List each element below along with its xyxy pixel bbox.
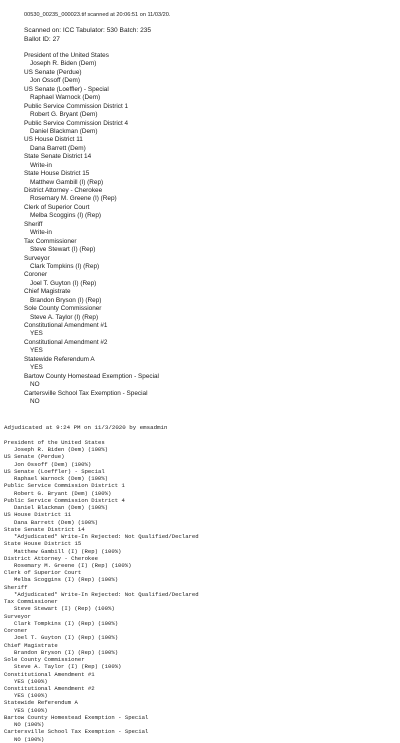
adjudicated-contest: Statewide Referendum A [4,699,78,707]
contest-choice: Robert G. Bryant (Dem) [30,111,98,119]
contest-choice: Write-in [30,161,52,169]
contest-choice: Melba Scoggins (I) (Rep) [30,212,102,220]
contest-choice: Rosemary M. Greene (I) (Rep) [30,195,117,203]
adjudicated-choice: Matthew Gambill (I) (Rep) (100%) [14,547,122,555]
adjudicated-choice: NO (100%) [14,735,45,743]
contest-name: US Senate (Loeffler) - Special [24,85,109,93]
adjudicated-contest: District Attorney - Cherokee [4,554,98,562]
contest-name: Cartersville School Tax Exemption - Special [24,389,148,397]
contest-name: Bartow County Homestead Exemption - Special [24,372,159,380]
adjudicated-contest: Surveyor [4,612,31,620]
contest-choice: YES [30,347,43,355]
contest-choice: Brandon Bryson (I) (Rep) [30,296,102,304]
contest-choice: Steve Stewart (I) (Rep) [30,246,96,254]
adjudicated-choice: Joseph R. Biden (Dem) (100%) [14,446,108,454]
contest-name: Coroner [24,271,48,279]
adjudicated-choice: NO (100%) [14,721,45,729]
adjudicated-contest: Constitutional Amendment #1 [4,670,95,678]
contest-name: US House District 11 [24,136,83,144]
scanned-on-line: Scanned on: ICC Tabulator: 530 Batch: 235 [24,27,152,34]
contest-name: Tax Commissioner [24,237,77,245]
contest-choice: Jon Ossoff (Dem) [30,77,80,85]
contest-choice: Joseph R. Biden (Dem) [30,60,97,68]
contest-name: Sheriff [24,220,43,228]
contest-choice: Write-in [30,229,52,237]
adjudicated-choice: Robert G. Bryant (Dem) (100%) [14,489,112,497]
adjudicated-contest: State Senate District 14 [4,525,85,533]
adjudicated-contest: State House District 15 [4,540,82,548]
contest-name: Statewide Referendum A [24,355,95,363]
adjudicated-contest: Sole County Commissioner [4,656,85,664]
contest-name: State House District 15 [24,170,90,178]
contest-name: Chief Magistrate [24,288,71,296]
adjudicated-contest: Clerk of Superior Court [4,569,82,577]
scan-file-line: 00530_00235_000023.tif scanned at 20:06:51 on 11/03/20. [24,12,171,18]
adjudicated-contest: Constitutional Amendment #2 [4,684,95,692]
adjudicated-choice: Steve A. Taylor (I) (Rep) (100%) [14,663,122,671]
adjudicated-choice: YES (100%) [14,706,48,714]
contest-choice: Steve A. Taylor (I) (Rep) [30,313,99,321]
adjudicated-contest: Public Service Commission District 4 [4,496,125,504]
contest-choice: Raphael Warnock (Dem) [30,94,101,102]
adjudicated-choice: Brandon Bryson (I) (Rep) (100%) [14,648,119,656]
contest-choice: Daniel Blackman (Dem) [30,127,98,135]
contest-name: US Senate (Perdue) [24,68,82,76]
contest-name: Constitutional Amendment #2 [24,338,108,346]
contest-name: Clerk of Superior Court [24,203,90,211]
contest-name: Public Service Commission District 4 [24,119,129,127]
contest-name: Public Service Commission District 1 [24,102,129,110]
contest-choice: YES [30,330,43,338]
adjudicated-contest: Public Service Commission District 1 [4,482,125,490]
ballot-id-line: Ballot ID: 27 [24,36,60,44]
adjudicated-contest: US Senate (Perdue) [4,453,65,461]
adjudicated-contest: US Senate (Loeffler) - Special [4,467,105,475]
adjudicated-contest: Coroner [4,627,28,635]
contest-choice: Clark Tompkins (I) (Rep) [30,262,100,270]
adjudicated-choice: Steve Stewart (I) (Rep) (100%) [14,605,115,613]
contest-name: State Senate District 14 [24,153,92,161]
adjudication-results [4,439,199,743]
contest-name: President of the United States [24,52,109,59]
adjudicated-choice: *Adjudicated* Write-In Rejected: Not Qualified/Declared [14,590,199,598]
contest-choice: NO [30,381,40,389]
adjudicated-choice: *Adjudicated* Write-In Rejected: Not Qualified/Declared [14,533,199,541]
adjudicated-choice: Clark Tompkins (I) (Rep) (100%) [14,619,119,627]
ballot-selections [24,52,159,406]
adjudicated-contest: President of the United States [4,439,105,446]
contest-name: Sole County Commissioner [24,305,102,313]
contest-name: District Attorney - Cherokee [24,187,103,194]
scan-info [24,26,151,44]
adjudicated-contest: Tax Commissioner [4,598,58,606]
contest-choice: NO [30,397,40,405]
adjudicated-choice: Daniel Blackman (Dem) (100%) [14,504,108,512]
adjudicated-choice: Raphael Warnock (Dem) (100%) [14,475,108,483]
contest-choice: Matthew Gambill (I) (Rep) [30,178,104,186]
contest-name: Constitutional Amendment #1 [24,322,108,329]
adjudicated-choice: Dana Barrett (Dem) (100%) [14,518,98,526]
adjudicated-contest: Chief Magistrate [4,641,58,649]
adjudicated-choice: YES (100%) [14,677,48,685]
contest-choice: YES [30,364,43,372]
adjudicated-contest: Cartersville School Tax Exemption - Special [4,728,149,736]
adjudicated-contest: US House District 11 [4,511,72,519]
contest-choice: Joel T. Guyton (I) (Rep) [30,279,97,287]
adjudicated-choice: YES (100%) [14,692,48,700]
adjudicated-contest: Sheriff [4,583,28,591]
adjudicated-choice: Jon Ossoff (Dem) (100%) [14,460,92,468]
adjudicated-choice: Melba Scoggins (I) (Rep) (100%) [14,576,119,584]
adjudicated-choice: Joel T. Guyton (I) (Rep) (100%) [14,634,119,642]
contest-choice: Dana Barrett (Dem) [30,144,86,152]
contest-name: Surveyor [24,254,50,262]
adjudicated-choice: Rosemary M. Greene (I) (Rep) (100%) [14,561,132,569]
adjudicated-contest: Bartow County Homestead Exemption - Special [4,713,149,721]
adjudication-title: Adjudicated at 9:24 PM on 11/3/2020 by emsadmin [4,424,168,431]
